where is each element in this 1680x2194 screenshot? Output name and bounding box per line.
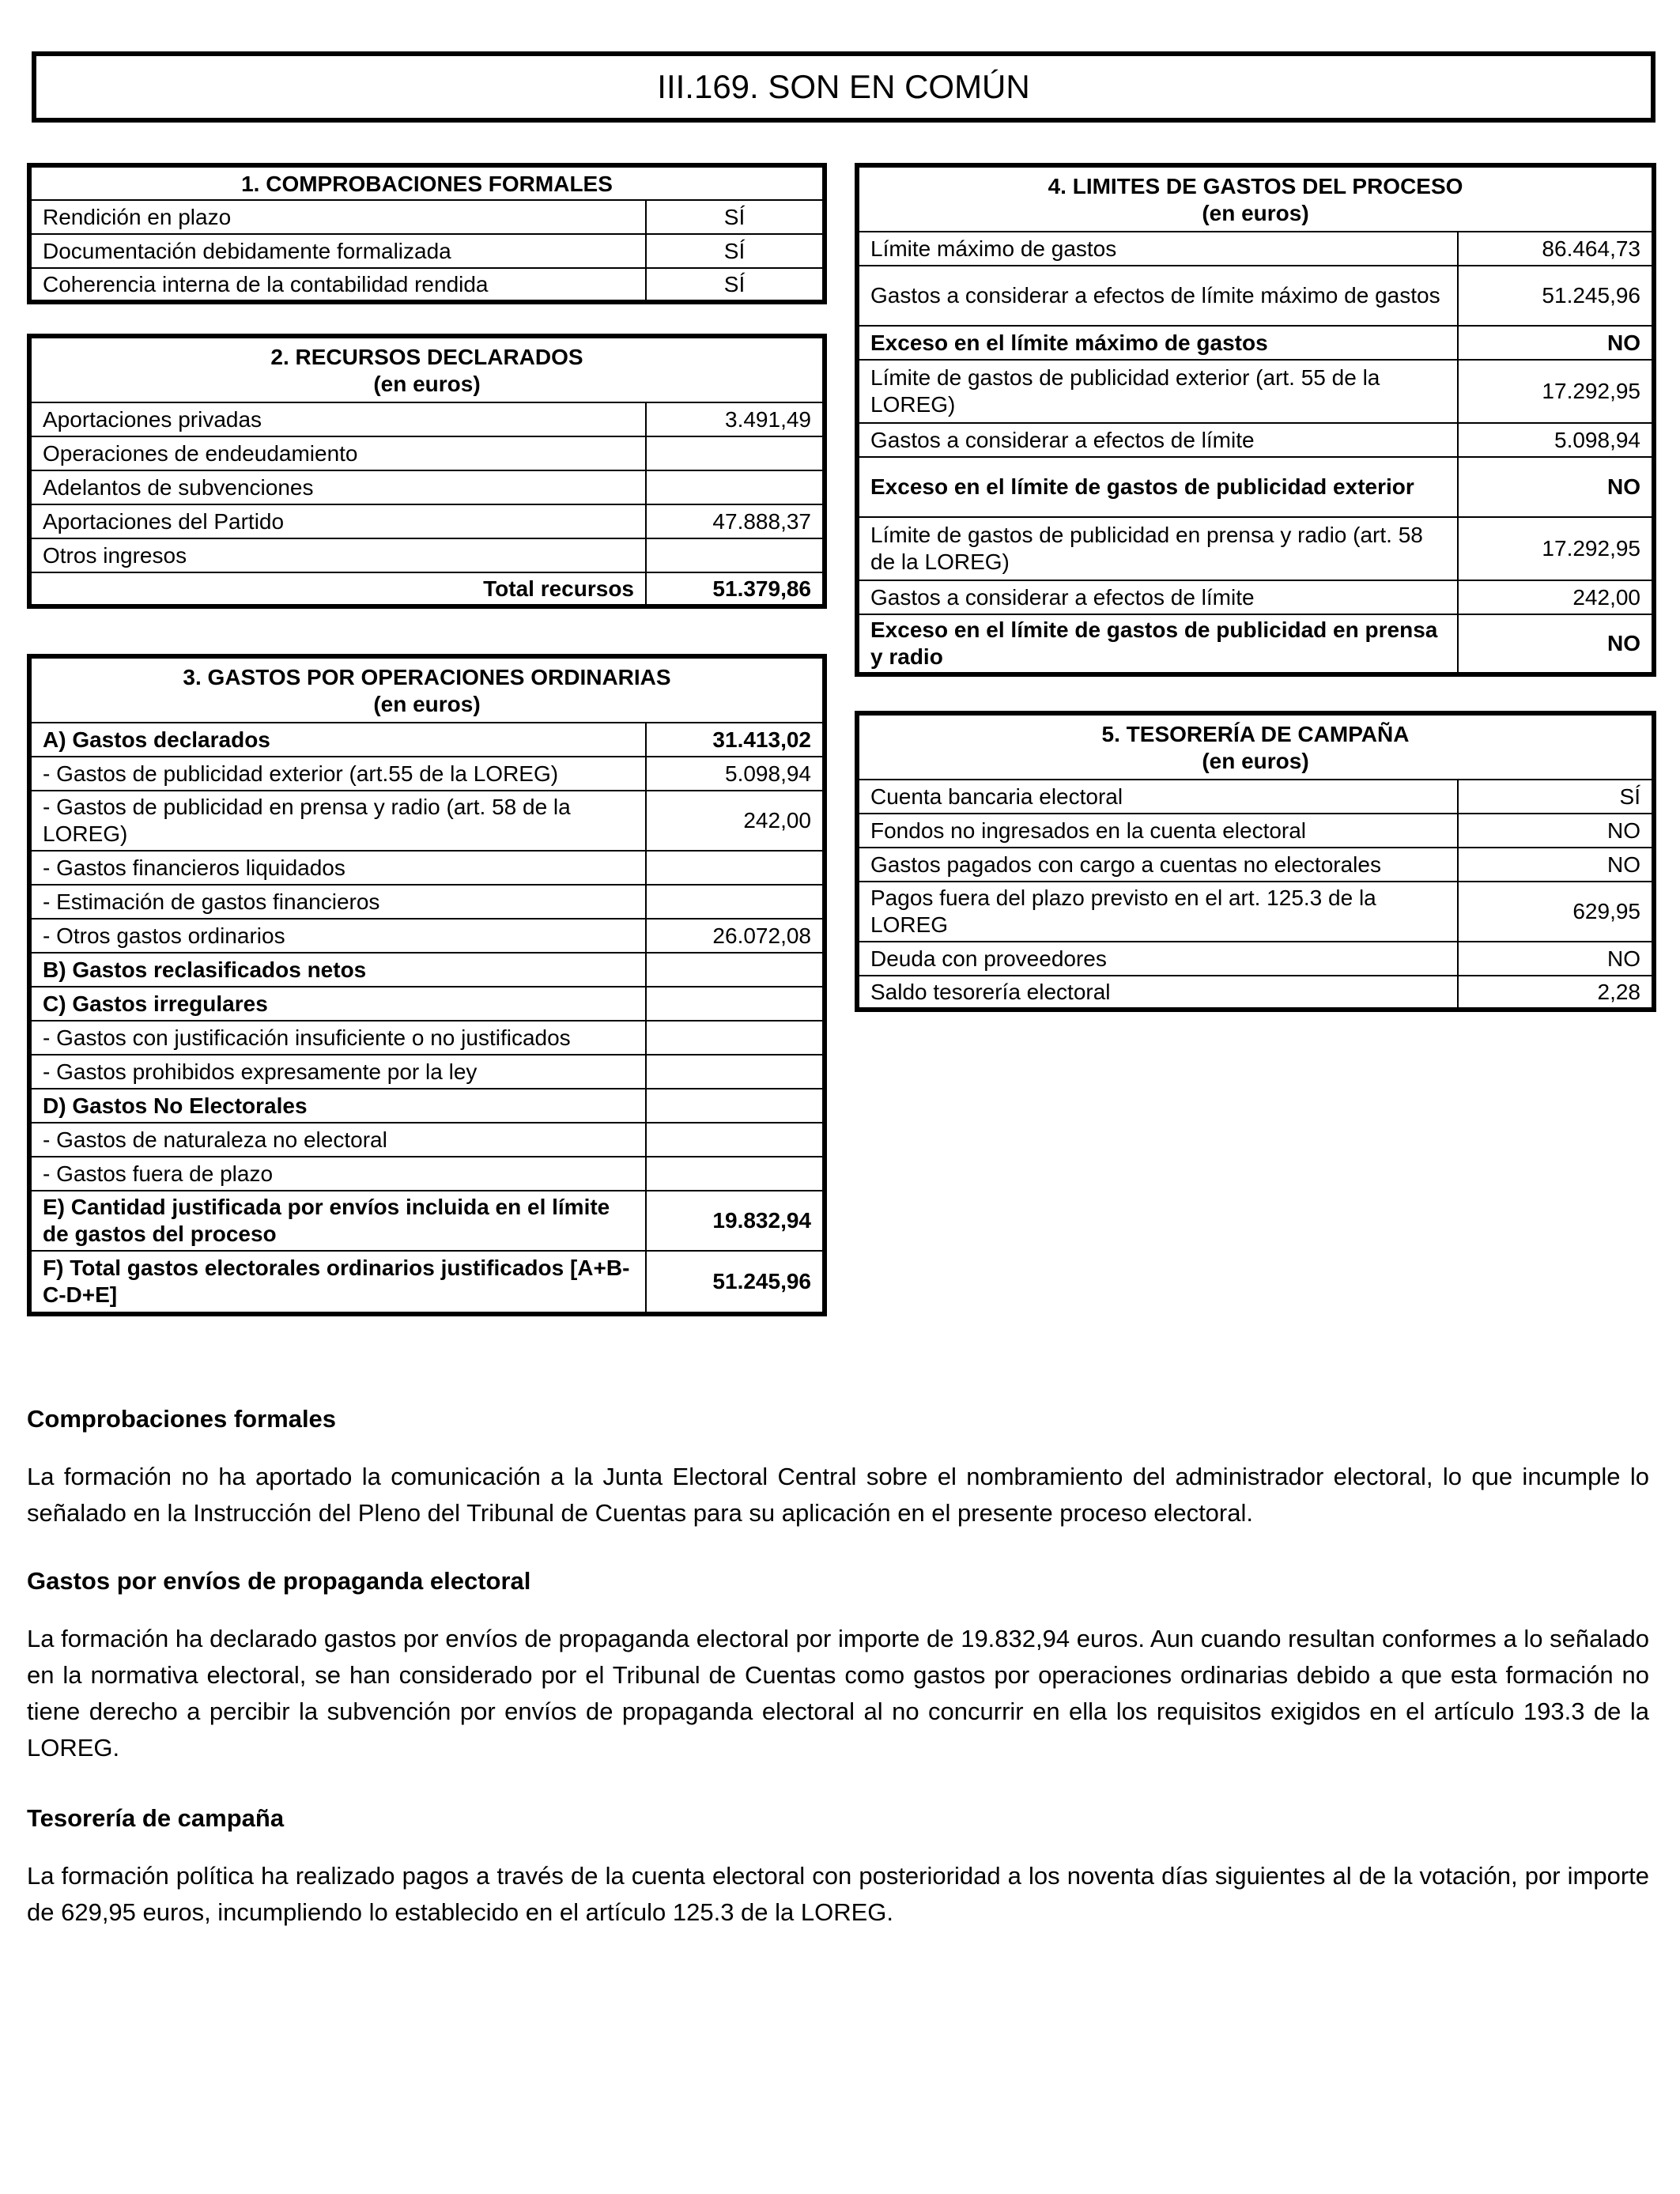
- table-header: [857, 713, 1654, 780]
- tesoreria-campana-table: [855, 711, 1656, 1012]
- row-label: Gastos pagados con cargo a cuentas no electorales: [857, 848, 1458, 882]
- row-value: [646, 1157, 825, 1191]
- row-value: 242,00: [646, 791, 825, 851]
- row-value: 51.245,96: [646, 1251, 825, 1314]
- table-header: 1. COMPROBACIONES FORMALES: [29, 165, 825, 200]
- row-value: [646, 1123, 825, 1157]
- row-label: - Gastos de publicidad exterior (art.55 de la LOREG): [29, 757, 646, 791]
- limites-gastos-table: [855, 163, 1656, 677]
- row-label: Aportaciones del Partido: [29, 504, 646, 538]
- row-label: A) Gastos declarados: [29, 723, 646, 757]
- row-label: Deuda con proveedores: [857, 942, 1458, 976]
- table-subtitle: (en euros): [1202, 201, 1309, 225]
- row-label: - Otros gastos ordinarios: [29, 919, 646, 953]
- row-label: Documentación debidamente formalizada: [29, 234, 646, 268]
- row-value: 31.413,02: [646, 723, 825, 757]
- row-label: - Gastos de publicidad en prensa y radio (art. 58 de la LOREG): [29, 791, 646, 851]
- row-label: Exceso en el límite de gastos de publicidad exterior: [857, 457, 1458, 517]
- row-value: 26.072,08: [646, 919, 825, 953]
- row-value: 17.292,95: [1458, 360, 1654, 423]
- row-label: Límite máximo de gastos: [857, 232, 1458, 266]
- row-value: 47.888,37: [646, 504, 825, 538]
- comprobaciones-formales-table: [27, 163, 827, 304]
- table-title: 2. RECURSOS DECLARADOS: [270, 345, 583, 369]
- row-value: [646, 987, 825, 1021]
- recursos-declarados-table: [27, 334, 827, 609]
- row-label: Coherencia interna de la contabilidad rendida: [29, 268, 646, 302]
- row-label: - Gastos con justificación insuficiente o no justificados: [29, 1021, 646, 1055]
- row-label: - Gastos fuera de plazo: [29, 1157, 646, 1191]
- row-value: 51.245,96: [1458, 266, 1654, 326]
- row-label: Rendición en plazo: [29, 200, 646, 234]
- row-value: NO: [1458, 848, 1654, 882]
- section-paragraph: La formación política ha realizado pagos a través de la cuenta electoral con posterioridad a los noventa días siguientes al de la votación, por importe de 629,95 euros, incumpliendo lo establecido en el artículo 125.3 de la LOREG.: [27, 1862, 1649, 1926]
- table-subtitle: (en euros): [373, 372, 481, 396]
- section-paragraph: La formación ha declarado gastos por envíos de propaganda electoral por importe de 19.832,94 euros. Aun cuando resultan conformes a lo señalado en la normativa electoral, se han considerado por el Tribunal de Cuentas como gastos por operaciones ordinarias debido a que esta formación no tiene derecho a percibir la subvención por envíos de propaganda electoral al no concurrir en ella los requisitos exigidos en el artículo 193.3 de la LOREG.: [27, 1625, 1649, 1762]
- row-label: Gastos a considerar a efectos de límite máximo de gastos: [857, 266, 1458, 326]
- row-value: 3.491,49: [646, 402, 825, 436]
- row-value: NO: [1458, 457, 1654, 517]
- row-value: [646, 1021, 825, 1055]
- row-label: Límite de gastos de publicidad exterior (art. 55 de la LOREG): [857, 360, 1458, 423]
- section-gastos-envios: [27, 1563, 1649, 1599]
- row-value: [646, 1089, 825, 1123]
- row-label: E) Cantidad justificada por envíos incluida en el límite de gastos del proceso: [29, 1191, 646, 1251]
- row-value: 86.464,73: [1458, 232, 1654, 266]
- row-value: NO: [1458, 326, 1654, 360]
- row-label: C) Gastos irregulares: [29, 987, 646, 1021]
- row-label: Otros ingresos: [29, 538, 646, 572]
- table-title: 3. GASTOS POR OPERACIONES ORDINARIAS: [183, 665, 671, 689]
- total-value: 51.379,86: [646, 572, 825, 606]
- table-header: [29, 656, 825, 723]
- row-label: Límite de gastos de publicidad en prensa y radio (art. 58 de la LOREG): [857, 517, 1458, 580]
- row-value: SÍ: [1458, 780, 1654, 814]
- row-value: [646, 470, 825, 504]
- row-value: SÍ: [646, 234, 825, 268]
- row-value: [646, 538, 825, 572]
- row-label: Exceso en el límite máximo de gastos: [857, 326, 1458, 360]
- row-label: D) Gastos No Electorales: [29, 1089, 646, 1123]
- table-title: 4. LIMITES DE GASTOS DEL PROCESO: [1048, 174, 1463, 198]
- row-value: 2,28: [1458, 976, 1654, 1010]
- row-value: [646, 885, 825, 919]
- section-tesoreria: [27, 1800, 1649, 1837]
- row-value: [646, 436, 825, 470]
- gastos-operaciones-ordinarias-table: [27, 654, 827, 1316]
- row-label: B) Gastos reclasificados netos: [29, 953, 646, 987]
- section-heading: Comprobaciones formales: [27, 1405, 337, 1433]
- table-subtitle: (en euros): [373, 692, 481, 716]
- row-value: [646, 851, 825, 885]
- row-label: - Gastos financieros liquidados: [29, 851, 646, 885]
- table-header: [29, 336, 825, 402]
- row-label: Fondos no ingresados en la cuenta electoral: [857, 814, 1458, 848]
- row-value: SÍ: [646, 268, 825, 302]
- row-label: Pagos fuera del plazo previsto en el art. 125.3 de la LOREG: [857, 882, 1458, 942]
- row-label: Saldo tesorería electoral: [857, 976, 1458, 1010]
- row-value: 17.292,95: [1458, 517, 1654, 580]
- section-paragraph: La formación no ha aportado la comunicación a la Junta Electoral Central sobre el nombramiento del administrador electoral, lo que incumple lo señalado en la Instrucción del Pleno del Tribunal de Cuentas para su aplicación en el presente proceso electoral.: [27, 1463, 1649, 1527]
- table-header: [857, 165, 1654, 232]
- table-subtitle: (en euros): [1202, 749, 1309, 773]
- row-value: 629,95: [1458, 882, 1654, 942]
- row-label: - Estimación de gastos financieros: [29, 885, 646, 919]
- row-value: NO: [1458, 942, 1654, 976]
- row-label: Gastos a considerar a efectos de límite: [857, 423, 1458, 457]
- row-value: 5.098,94: [1458, 423, 1654, 457]
- row-value: 5.098,94: [646, 757, 825, 791]
- row-value: NO: [1458, 814, 1654, 848]
- row-label: F) Total gastos electorales ordinarios justificados [A+B-C-D+E]: [29, 1251, 646, 1314]
- row-label: Gastos a considerar a efectos de límite: [857, 580, 1458, 614]
- row-value: [646, 953, 825, 987]
- row-label: - Gastos de naturaleza no electoral: [29, 1123, 646, 1157]
- section-heading: Tesorería de campaña: [27, 1804, 285, 1832]
- row-label: - Gastos prohibidos expresamente por la ley: [29, 1055, 646, 1089]
- row-label: Adelantos de subvenciones: [29, 470, 646, 504]
- row-value: 19.832,94: [646, 1191, 825, 1251]
- section-body: [27, 1621, 1649, 1766]
- section-heading: Gastos por envíos de propaganda electoral: [27, 1567, 531, 1595]
- row-label: Operaciones de endeudamiento: [29, 436, 646, 470]
- row-label: Cuenta bancaria electoral: [857, 780, 1458, 814]
- section-body: [27, 1858, 1649, 1931]
- row-label: Aportaciones privadas: [29, 402, 646, 436]
- total-label: Total recursos: [29, 572, 646, 606]
- row-value: SÍ: [646, 200, 825, 234]
- row-value: 242,00: [1458, 580, 1654, 614]
- page-title: III.169. SON EN COMÚN: [32, 51, 1655, 123]
- row-value: NO: [1458, 614, 1654, 674]
- section-comprobaciones-formales: [27, 1401, 1649, 1437]
- table-title: 5. TESORERÍA DE CAMPAÑA: [1101, 722, 1410, 746]
- section-body: [27, 1459, 1649, 1531]
- row-label: Exceso en el límite de gastos de publicidad en prensa y radio: [857, 614, 1458, 674]
- row-value: [646, 1055, 825, 1089]
